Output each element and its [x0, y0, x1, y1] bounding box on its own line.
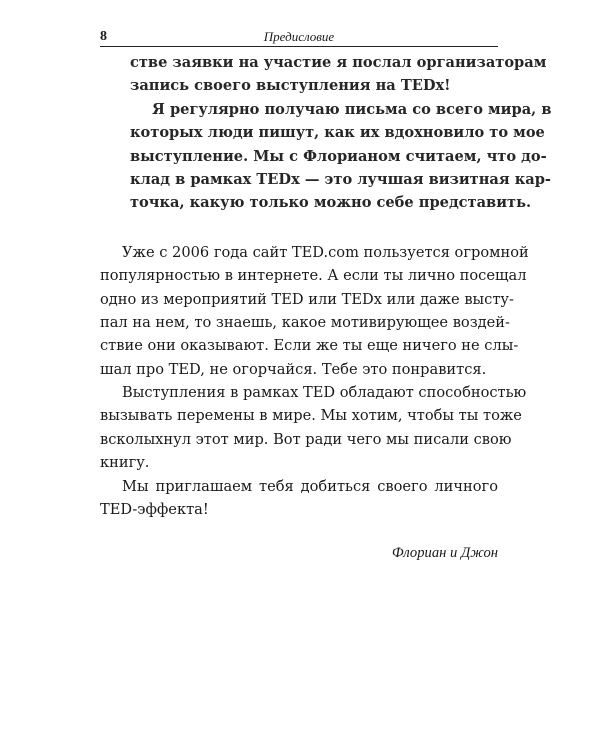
text-line: стве заявки на участие я послал организаторам	[130, 54, 547, 71]
text-line: всколыхнул этот мир. Вот ради чего мы писали свою	[100, 430, 512, 448]
running-title: Предисловие	[263, 29, 335, 44]
text-line: Уже с 2006 года сайт TED.com пользуется огромной	[122, 243, 529, 261]
book-page	[100, 28, 552, 565]
text-line: вызывать перемены в мире. Мы хотим, чтобы ты тоже	[100, 407, 522, 425]
text-line: выступление. Мы с Флорианом считаем, что до-	[130, 147, 547, 165]
page-number: 8	[100, 29, 107, 44]
boxed-quote	[130, 51, 552, 215]
text-line: клад в рамках TEDx — это лучшая визитная кар-	[130, 170, 551, 188]
page-header	[100, 28, 498, 47]
text-line: книгу.	[100, 454, 150, 472]
text-line: Мы приглашаем тебя добиться своего личного	[122, 477, 498, 495]
text-line: шал про TED, не огорчайся. Тебе это понравится.	[100, 360, 487, 378]
text-line: точка, какую только можно себе представить.	[130, 194, 532, 212]
text-line: запись своего выступления на TEDx!	[130, 77, 451, 95]
text-line: которых люди пишут, как их вдохновило то мое	[130, 124, 545, 142]
text-line: Выступления в рамках TED обладают способностью	[122, 384, 527, 402]
text-line: ствие они оказывают. Если же ты еще ничего не слы-	[100, 337, 519, 355]
text-line: пал на нем, то знаешь, какое мотивирующее воздей-	[100, 313, 510, 331]
signature: Флориан и Джон	[391, 545, 498, 562]
text-line: популярностью в интернете. А если ты лично посещал	[100, 267, 527, 285]
text-line: TED-эффекта!	[100, 501, 209, 519]
body-text	[100, 241, 529, 522]
text-line: Я регулярно получаю письма со всего мира, в	[152, 100, 552, 118]
text-line: одно из мероприятий TED или TEDx или даже высту-	[100, 290, 514, 308]
